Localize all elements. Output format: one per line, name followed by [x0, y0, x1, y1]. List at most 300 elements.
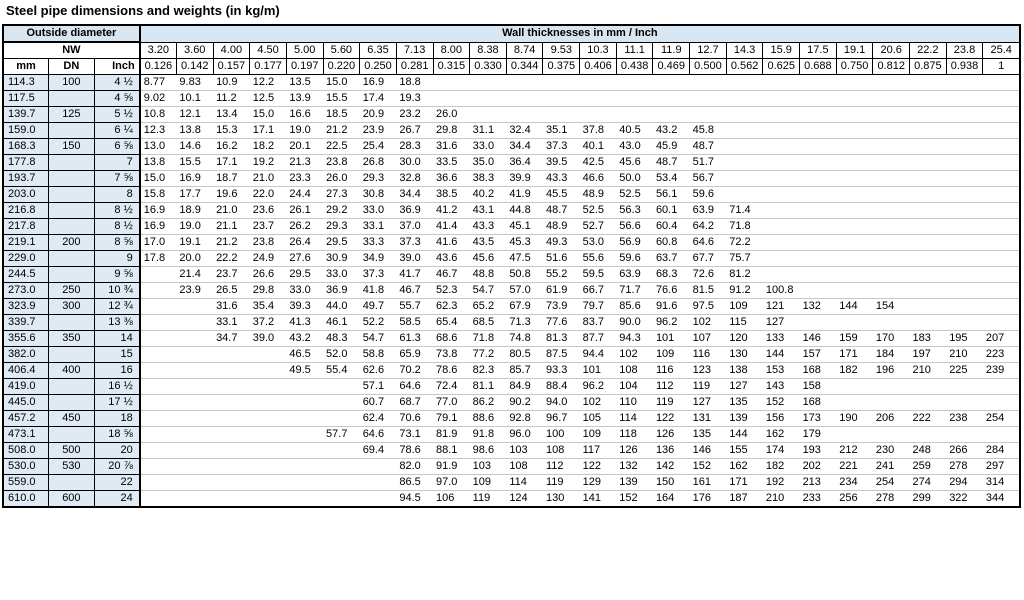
weight-cell: 119 — [543, 475, 580, 491]
weight-cell — [726, 187, 763, 203]
weight-cell: 132 — [616, 459, 653, 475]
weight-cell: 39.0 — [250, 331, 287, 347]
thickness-mm-cell: 23.8 — [946, 42, 983, 59]
outside-diameter-mm: 219.1 — [3, 235, 49, 251]
table-row — [3, 155, 1020, 171]
outside-diameter-mm: 406.4 — [3, 363, 49, 379]
weight-cell — [140, 283, 177, 299]
weight-cell: 65.9 — [396, 347, 433, 363]
weight-cell: 109 — [580, 427, 617, 443]
weight-cell — [946, 219, 983, 235]
weight-cell: 139 — [726, 411, 763, 427]
weight-cell: 86.5 — [396, 475, 433, 491]
weight-cell — [836, 251, 873, 267]
weight-cell: 11.2 — [213, 91, 250, 107]
weight-cell: 266 — [946, 443, 983, 459]
weight-cell: 56.1 — [653, 187, 690, 203]
weight-cell: 101 — [653, 331, 690, 347]
weight-cell: 159 — [836, 331, 873, 347]
weight-cell — [286, 443, 323, 459]
weight-cell: 41.3 — [286, 315, 323, 331]
thickness-mm-cell: 17.5 — [800, 42, 837, 59]
weight-cell: 94.0 — [543, 395, 580, 411]
weight-cell: 9.02 — [140, 91, 177, 107]
weight-cell — [323, 459, 360, 475]
weight-cell: 153 — [763, 363, 800, 379]
weight-cell: 39.0 — [396, 251, 433, 267]
nw-header: NW — [3, 42, 140, 59]
weight-cell — [946, 299, 983, 315]
nominal-dn — [49, 91, 95, 107]
weight-cell: 259 — [910, 459, 947, 475]
weight-cell: 45.6 — [616, 155, 653, 171]
outside-diameter-inch: 24 — [94, 491, 140, 508]
weight-cell — [690, 107, 727, 123]
weight-cell — [616, 91, 653, 107]
thickness-inch-cell: 0.438 — [616, 59, 653, 75]
weight-cell — [323, 411, 360, 427]
weight-cell — [836, 427, 873, 443]
weight-cell: 22.0 — [250, 187, 287, 203]
weight-cell: 40.2 — [470, 187, 507, 203]
nominal-dn: 500 — [49, 443, 95, 459]
nominal-dn — [49, 267, 95, 283]
weight-cell: 58.5 — [396, 315, 433, 331]
outside-diameter-inch: 8 ⅝ — [94, 235, 140, 251]
weight-cell — [763, 107, 800, 123]
weight-cell: 116 — [653, 363, 690, 379]
weight-cell: 32.4 — [506, 123, 543, 139]
weight-cell: 115 — [726, 315, 763, 331]
outside-diameter-inch: 16 ½ — [94, 379, 140, 395]
thickness-mm-cell: 10.3 — [580, 42, 617, 59]
weight-cell: 86.2 — [470, 395, 507, 411]
weight-cell: 15.5 — [323, 91, 360, 107]
weight-cell: 33.0 — [286, 283, 323, 299]
weight-cell: 36.9 — [323, 283, 360, 299]
weight-cell: 256 — [836, 491, 873, 508]
weight-cell: 50.8 — [506, 267, 543, 283]
weight-cell: 37.3 — [396, 235, 433, 251]
weight-cell: 12.1 — [176, 107, 213, 123]
weight-cell: 64.6 — [396, 379, 433, 395]
weight-cell: 15.3 — [213, 123, 250, 139]
weight-cell — [213, 427, 250, 443]
weight-cell: 43.5 — [470, 235, 507, 251]
table-body — [3, 75, 1020, 508]
weight-cell: 82.3 — [470, 363, 507, 379]
nominal-dn: 125 — [49, 107, 95, 123]
thickness-inch-cell: 0.562 — [726, 59, 763, 75]
weight-cell — [176, 363, 213, 379]
weight-cell — [873, 155, 910, 171]
weight-cell — [506, 75, 543, 91]
weight-cell: 101 — [580, 363, 617, 379]
weight-cell: 146 — [800, 331, 837, 347]
weight-cell: 146 — [690, 443, 727, 459]
weight-cell — [910, 283, 947, 299]
weight-cell — [910, 139, 947, 155]
weight-cell: 16.9 — [140, 203, 177, 219]
weight-cell: 110 — [616, 395, 653, 411]
weight-cell: 43.2 — [653, 123, 690, 139]
weight-cell: 68.3 — [653, 267, 690, 283]
weight-cell — [140, 491, 177, 508]
weight-cell: 48.9 — [543, 219, 580, 235]
weight-cell: 46.6 — [580, 171, 617, 187]
weight-cell: 102 — [690, 315, 727, 331]
table-row — [3, 315, 1020, 331]
weight-cell: 71.7 — [616, 283, 653, 299]
weight-cell — [800, 155, 837, 171]
weight-cell: 45.1 — [506, 219, 543, 235]
weight-cell: 130 — [726, 347, 763, 363]
nominal-dn — [49, 427, 95, 443]
weight-cell: 108 — [543, 443, 580, 459]
weight-cell: 33.3 — [360, 235, 397, 251]
weight-cell: 202 — [800, 459, 837, 475]
weight-cell — [213, 411, 250, 427]
weight-cell — [873, 171, 910, 187]
weight-cell — [910, 91, 947, 107]
weight-cell: 24.9 — [250, 251, 287, 267]
weight-cell: 10.1 — [176, 91, 213, 107]
nominal-dn: 100 — [49, 75, 95, 91]
weight-cell: 15.0 — [140, 171, 177, 187]
weight-cell: 129 — [580, 475, 617, 491]
weight-cell — [506, 107, 543, 123]
weight-cell: 21.1 — [213, 219, 250, 235]
weight-cell — [910, 155, 947, 171]
weight-cell: 79.7 — [580, 299, 617, 315]
weight-cell — [286, 411, 323, 427]
weight-cell: 81.1 — [470, 379, 507, 395]
weight-cell: 29.2 — [323, 203, 360, 219]
weight-cell — [873, 187, 910, 203]
weight-cell: 124 — [506, 491, 543, 508]
weight-cell — [800, 75, 837, 91]
weight-cell — [653, 91, 690, 107]
weight-cell: 26.0 — [323, 171, 360, 187]
weight-cell: 68.5 — [470, 315, 507, 331]
weight-cell: 78.6 — [433, 363, 470, 379]
weight-cell: 103 — [470, 459, 507, 475]
outside-diameter-mm: 457.2 — [3, 411, 49, 427]
weight-cell: 77.6 — [543, 315, 580, 331]
weight-cell — [910, 203, 947, 219]
weight-cell — [543, 75, 580, 91]
outside-diameter-inch: 8 — [94, 187, 140, 203]
weight-cell — [910, 123, 947, 139]
weight-cell: 22.5 — [323, 139, 360, 155]
weight-cell: 48.7 — [543, 203, 580, 219]
weight-cell: 51.6 — [543, 251, 580, 267]
weight-cell: 16.6 — [286, 107, 323, 123]
weight-cell: 36.4 — [506, 155, 543, 171]
weight-cell: 46.7 — [433, 267, 470, 283]
weight-cell: 143 — [763, 379, 800, 395]
thickness-mm-cell: 7.13 — [396, 42, 433, 59]
weight-cell — [250, 475, 287, 491]
weight-cell: 234 — [836, 475, 873, 491]
weight-cell: 56.6 — [616, 219, 653, 235]
nominal-dn — [49, 395, 95, 411]
weight-cell — [910, 107, 947, 123]
weight-cell: 81.9 — [433, 427, 470, 443]
nominal-dn — [49, 123, 95, 139]
weight-cell: 62.6 — [360, 363, 397, 379]
outside-diameter-mm: 177.8 — [3, 155, 49, 171]
weight-cell — [653, 107, 690, 123]
weight-cell — [176, 347, 213, 363]
weight-cell: 274 — [910, 475, 947, 491]
weight-cell — [286, 459, 323, 475]
weight-cell — [800, 219, 837, 235]
weight-cell: 144 — [836, 299, 873, 315]
weight-cell: 17.8 — [140, 251, 177, 267]
weight-cell — [250, 459, 287, 475]
weight-cell: 97.0 — [433, 475, 470, 491]
nominal-dn: 250 — [49, 283, 95, 299]
weight-cell — [983, 107, 1020, 123]
weight-cell: 43.3 — [470, 219, 507, 235]
weight-cell: 54.7 — [470, 283, 507, 299]
weight-cell — [726, 139, 763, 155]
weight-cell — [140, 299, 177, 315]
weight-cell: 48.9 — [580, 187, 617, 203]
weight-cell — [946, 251, 983, 267]
weight-cell — [140, 363, 177, 379]
weight-cell: 39.3 — [286, 299, 323, 315]
weight-cell: 65.2 — [470, 299, 507, 315]
outside-diameter-inch: 15 — [94, 347, 140, 363]
weight-cell: 63.7 — [653, 251, 690, 267]
weight-cell — [140, 475, 177, 491]
weight-cell — [360, 459, 397, 475]
weight-cell: 94.4 — [580, 347, 617, 363]
weight-cell: 9.83 — [176, 75, 213, 91]
thickness-inch-cell: 1 — [983, 59, 1020, 75]
weight-cell: 15.0 — [250, 107, 287, 123]
weight-cell — [800, 267, 837, 283]
thickness-mm-cell: 4.00 — [213, 42, 250, 59]
weight-cell: 71.8 — [470, 331, 507, 347]
weight-cell: 102 — [580, 395, 617, 411]
weight-cell — [763, 187, 800, 203]
outside-diameter-header: Outside diameter — [3, 25, 140, 42]
weight-cell: 212 — [836, 443, 873, 459]
weight-cell: 18.8 — [396, 75, 433, 91]
weight-cell: 49.3 — [543, 235, 580, 251]
table-row — [3, 203, 1020, 219]
weight-cell: 248 — [910, 443, 947, 459]
weight-cell: 233 — [800, 491, 837, 508]
weight-cell — [800, 203, 837, 219]
outside-diameter-mm: 339.7 — [3, 315, 49, 331]
weight-cell: 91.9 — [433, 459, 470, 475]
thickness-inch-cell: 0.500 — [690, 59, 727, 75]
weight-cell: 105 — [580, 411, 617, 427]
weight-cell: 87.5 — [543, 347, 580, 363]
weight-cell: 46.1 — [323, 315, 360, 331]
weight-cell — [140, 315, 177, 331]
thickness-mm-cell: 6.35 — [360, 42, 397, 59]
weight-cell: 21.0 — [250, 171, 287, 187]
outside-diameter-mm: 229.0 — [3, 251, 49, 267]
weight-cell: 138 — [726, 363, 763, 379]
weight-cell: 92.8 — [506, 411, 543, 427]
weight-cell: 33.0 — [360, 203, 397, 219]
weight-cell — [140, 427, 177, 443]
thickness-inch-cell: 0.406 — [580, 59, 617, 75]
weight-cell: 29.3 — [323, 219, 360, 235]
nominal-dn: 350 — [49, 331, 95, 347]
weight-cell: 19.6 — [213, 187, 250, 203]
weight-cell: 26.0 — [433, 107, 470, 123]
weight-cell: 314 — [983, 475, 1020, 491]
outside-diameter-inch: 7 ⅝ — [94, 171, 140, 187]
nominal-dn: 200 — [49, 235, 95, 251]
weight-cell: 154 — [873, 299, 910, 315]
weight-cell: 56.3 — [616, 203, 653, 219]
weight-cell: 161 — [690, 475, 727, 491]
weight-cell: 173 — [800, 411, 837, 427]
weight-cell: 23.7 — [213, 267, 250, 283]
weight-cell: 36.9 — [396, 203, 433, 219]
weight-cell: 52.5 — [580, 203, 617, 219]
nominal-dn — [49, 219, 95, 235]
weight-cell: 107 — [690, 331, 727, 347]
weight-cell — [946, 203, 983, 219]
weight-cell — [873, 395, 910, 411]
outside-diameter-mm: 139.7 — [3, 107, 49, 123]
weight-cell — [983, 203, 1020, 219]
outside-diameter-mm: 382.0 — [3, 347, 49, 363]
weight-cell: 37.3 — [543, 139, 580, 155]
weight-cell — [286, 491, 323, 508]
weight-cell: 60.8 — [653, 235, 690, 251]
table-row — [3, 171, 1020, 187]
table-row — [3, 347, 1020, 363]
weight-cell — [176, 395, 213, 411]
outside-diameter-inch: 22 — [94, 475, 140, 491]
weight-cell — [176, 411, 213, 427]
weight-cell: 88.6 — [470, 411, 507, 427]
weight-cell — [213, 363, 250, 379]
thickness-mm-cell: 3.60 — [176, 42, 213, 59]
weight-cell: 35.0 — [470, 155, 507, 171]
weight-cell: 69.4 — [360, 443, 397, 459]
table-row — [3, 91, 1020, 107]
weight-cell — [873, 235, 910, 251]
thickness-mm-cell: 11.1 — [616, 42, 653, 59]
thickness-inch-cell: 0.625 — [763, 59, 800, 75]
weight-cell: 23.8 — [323, 155, 360, 171]
weight-cell: 171 — [836, 347, 873, 363]
weight-cell: 71.3 — [506, 315, 543, 331]
weight-cell: 162 — [763, 427, 800, 443]
weight-cell: 40.5 — [616, 123, 653, 139]
weight-cell — [470, 75, 507, 91]
weight-cell — [250, 491, 287, 508]
weight-cell — [213, 395, 250, 411]
weight-cell — [176, 443, 213, 459]
thickness-inch-cell: 0.938 — [946, 59, 983, 75]
weight-cell: 130 — [543, 491, 580, 508]
weight-cell — [433, 91, 470, 107]
weight-cell — [286, 395, 323, 411]
thickness-inch-cell: 0.220 — [323, 59, 360, 75]
weight-cell: 72.4 — [433, 379, 470, 395]
weight-cell: 12.3 — [140, 123, 177, 139]
weight-cell: 131 — [690, 411, 727, 427]
weight-cell: 49.7 — [360, 299, 397, 315]
thickness-inch-cell: 0.177 — [250, 59, 287, 75]
weight-cell: 123 — [690, 363, 727, 379]
weight-cell: 14.6 — [176, 139, 213, 155]
weight-cell — [983, 219, 1020, 235]
weight-cell: 112 — [653, 379, 690, 395]
weight-cell: 20.0 — [176, 251, 213, 267]
weight-cell: 49.5 — [286, 363, 323, 379]
nominal-dn — [49, 475, 95, 491]
weight-cell — [800, 251, 837, 267]
weight-cell: 91.6 — [653, 299, 690, 315]
weight-cell: 43.3 — [543, 171, 580, 187]
weight-cell — [176, 427, 213, 443]
weight-cell — [910, 427, 947, 443]
weight-cell: 97.5 — [690, 299, 727, 315]
nominal-dn: 300 — [49, 299, 95, 315]
thickness-inch-cell: 0.812 — [873, 59, 910, 75]
nominal-dn: 400 — [49, 363, 95, 379]
weight-cell — [983, 283, 1020, 299]
weight-cell: 13.4 — [213, 107, 250, 123]
header-row-thickness-inch — [3, 59, 1020, 75]
thickness-inch-cell: 0.344 — [506, 59, 543, 75]
weight-cell: 59.5 — [580, 267, 617, 283]
weight-cell: 41.8 — [360, 283, 397, 299]
nominal-dn — [49, 315, 95, 331]
outside-diameter-mm: 445.0 — [3, 395, 49, 411]
weight-cell: 94.5 — [396, 491, 433, 508]
weight-cell — [176, 331, 213, 347]
weight-cell: 174 — [763, 443, 800, 459]
thickness-mm-cell: 25.4 — [983, 42, 1020, 59]
weight-cell: 93.3 — [543, 363, 580, 379]
weight-cell — [800, 315, 837, 331]
weight-cell: 18.2 — [250, 139, 287, 155]
weight-cell — [213, 443, 250, 459]
weight-cell: 20.1 — [286, 139, 323, 155]
outside-diameter-mm: 203.0 — [3, 187, 49, 203]
weight-cell: 12.5 — [250, 91, 287, 107]
outside-diameter-mm: 508.0 — [3, 443, 49, 459]
weight-cell: 26.2 — [286, 219, 323, 235]
weight-cell: 88.4 — [543, 379, 580, 395]
weight-cell — [873, 107, 910, 123]
weight-cell: 13.8 — [140, 155, 177, 171]
weight-cell: 176 — [690, 491, 727, 508]
weight-cell — [140, 347, 177, 363]
weight-cell: 13.8 — [176, 123, 213, 139]
weight-cell: 119 — [470, 491, 507, 508]
weight-cell: 27.3 — [323, 187, 360, 203]
weight-cell — [543, 107, 580, 123]
weight-cell — [873, 219, 910, 235]
weight-cell: 8.77 — [140, 75, 177, 91]
weight-cell: 56.9 — [616, 235, 653, 251]
